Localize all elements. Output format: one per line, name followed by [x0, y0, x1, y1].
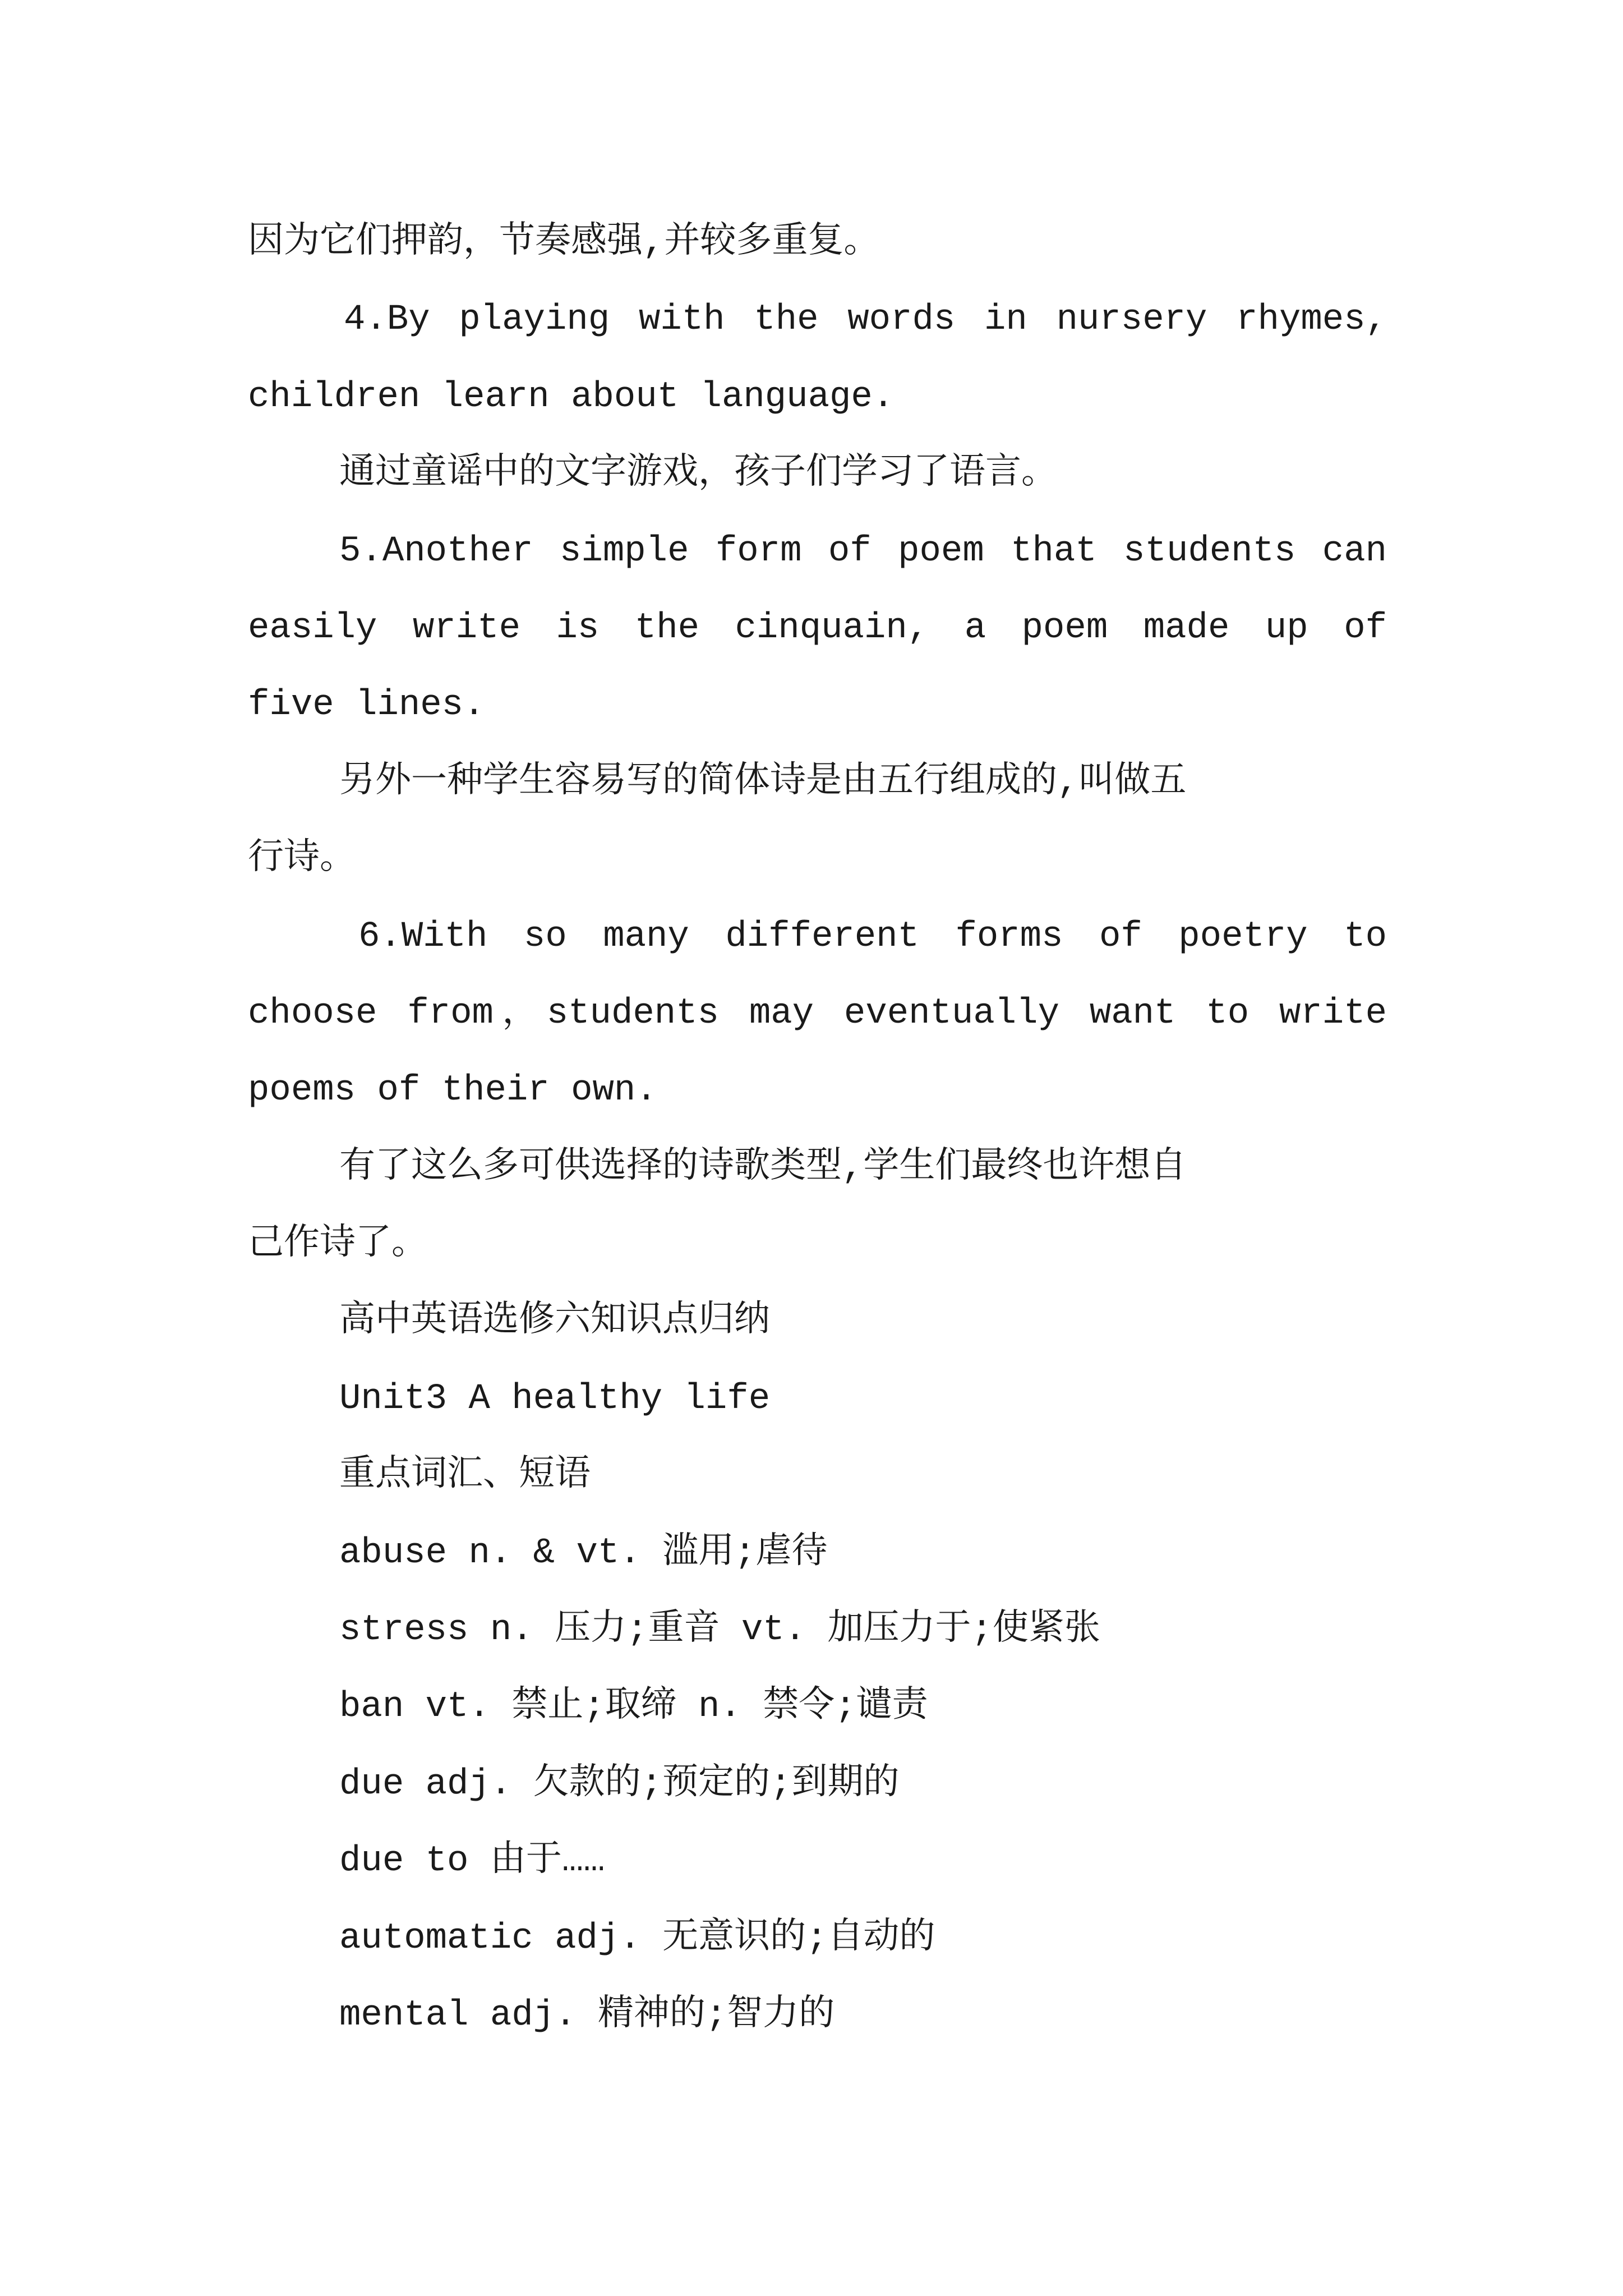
vocab-entry: ban vt. 禁止;取缔 n. 禁令;谴责 [339, 1687, 928, 1728]
passage-line: 有了这么多可供选择的诗歌类型,学生们最终也许想自 [339, 1147, 1187, 1188]
passage-line: poems of their own. [248, 1070, 657, 1111]
vocab-entry: stress n. 压力;重音 vt. 加压力于;使紧张 [339, 1610, 1100, 1651]
passage-line: 另外一种学生容易写的简体诗是由五行组成的,叫做五 [339, 762, 1187, 803]
vocab-entry: automatic adj. 无意识的;自动的 [339, 1918, 935, 1959]
notes-title: 高中英语选修六知识点归纳 [339, 1301, 770, 1342]
passage-line: children learn about language. [248, 376, 895, 417]
passage-line: 5.Another simple form of poem that students can [339, 531, 1387, 572]
passage-line: easily write is the cinquain, a poem made up of [248, 608, 1387, 648]
passage-line: 4.By playing with the words in nursery rhymes, [344, 300, 1387, 341]
passage-line: 因为它们押韵，节奏感强,并较多重复。 [248, 223, 880, 263]
document-body [248, 205, 1387, 2054]
unit-title: Unit3 A healthy life [339, 1378, 771, 1419]
vocab-entry: mental adj. 精神的;智力的 [339, 1995, 835, 2036]
section-heading: 重点词汇、短语 [339, 1456, 591, 1497]
passage-line: 行诗。 [248, 839, 356, 880]
vocab-entry: abuse n. & vt. 滥用;虐待 [339, 1533, 828, 1573]
passage-line: 通过童谣中的文字游戏，孩子们学习了语言。 [339, 454, 1057, 495]
passage-line: choose from，students may eventually want to write [248, 993, 1387, 1034]
passage-line: 6.With so many different forms of poetry to [358, 916, 1387, 957]
vocab-entry: due to 由于…… [339, 1841, 605, 1882]
vocab-entry: due adj. 欠款的;预定的;到期的 [339, 1764, 900, 1805]
passage-line: 己作诗了。 [248, 1225, 427, 1266]
passage-line: five lines. [248, 685, 485, 726]
